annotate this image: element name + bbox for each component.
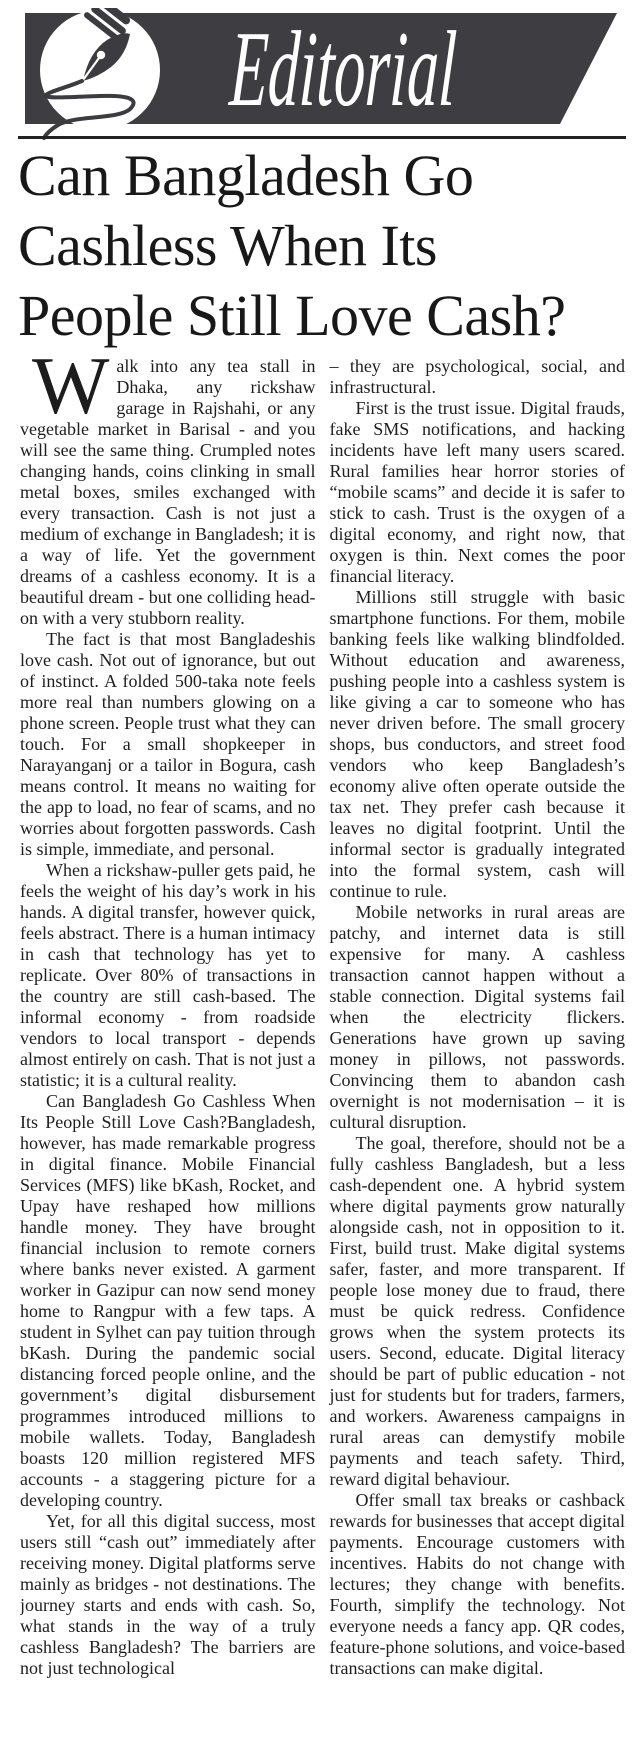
headline-line: People Still Love Cash? (18, 283, 566, 348)
paragraph: Millions still struggle with basic smartphone functions. For them, mobile banking feels like walking blindfolded. Without education and awareness, pushing people into a cashless system is like giving a car to someone who has never driven before. The small grocery shops, bus conductors, and street food vendors who keep Bangladesh’s economy alive often operate outside the tax net. They prefer cash because it leaves no digital footprint. Until the informal sector is gradually integrated into the formal system, cash will continue to rule. (329, 587, 625, 901)
paragraph: Mobile networks in rural areas are patchy, and internet data is still expensive for many. A cashless transaction cannot happen without a stable connection. Digital systems fail when the electricity flickers. Generations have grown up saving money in pillows, not passwords. Convincing them to abandon cash overnight is not modernisation – it is cultural disruption. (329, 902, 625, 1132)
paragraph: – they are psychological, social, and infrastructural. (329, 356, 625, 397)
paragraph: Can Bangladesh Go Cashless When Its People Still Love Cash?Bangladesh, however, has made remarkable progress in digital finance. Mobile Financial Services (MFS) like bKash, Rocket, and Upay have reshaped how millions handle money. They have brought financial inclusion to remote corners where banks never existed. A garment worker in Gazipur can now send money home to Rangpur with a few taps. A student in Sylhet can pay tuition through bKash. During the pandemic social distancing forced people online, and the government’s digital disbursement programmes introduced millions to mobile wallets. Today, Bangladesh boasts 120 million registered MFS accounts - a staggering picture for a developing country. (20, 1091, 316, 1510)
headline-line: Can Bangladesh Go (18, 143, 474, 208)
paragraph (20, 356, 316, 629)
column-right (330, 356, 626, 1735)
masthead-title: Editorial (227, 10, 459, 129)
paragraph: The goal, therefore, should not be a fully cashless Bangladesh, but a less cash-dependent one. A hybrid system where digital payments grow naturally alongside cash, not in opposition to it. First, build trust. Make digital systems safer, faster, and more transparent. If people lose money due to fraud, there must be quick redress. Confidence grows when the system protects its users. Second, educate. Digital literacy should be part of public education - not just for students but for traders, farmers, and workers. Awareness campaigns in rural areas can demystify mobile payments and teach safety. Third, reward digital behaviour. (329, 1133, 625, 1489)
headline-line: Cashless When Its (18, 213, 437, 278)
article-headline (18, 141, 618, 351)
paragraph: When a rickshaw-puller gets paid, he feels the weight of his day’s work in his hands. A digital transfer, however quick, feels abstract. There is a human intimacy in cash that technology has yet to replicate. Over 80% of transactions in the country are still cash-based. The informal economy - from roadside vendors to local transport - depends almost entirely on cash. That is not just a statistic; it is a cultural reality. (20, 860, 316, 1090)
article-body (20, 356, 625, 1735)
paragraph: Yet, for all this digital success, most users still “cash out” immediately after receiving money. Digital platforms serve mainly as bridges - not destinations. The journey starts and ends with cash. So, what stands in the way of a truly cashless Bangladesh? The barriers are not just technological (20, 1511, 316, 1678)
paragraph-text: alk into any tea stall in Dhaka, any rickshaw garage in Rajshahi, or any vegetable market in Barisal - and you will see the same thing. Crumpled notes changing hands, coins clinking in small metal boxes, smiles exchanged with every transaction. Cash is not just a medium of exchange in Bangladesh; it is a way of life. Yet the government dreams of a cashless economy. It is a beautiful dream - but one colliding head-on with a very stubborn reality. (20, 356, 316, 628)
paragraph: First is the trust issue. Digital frauds, fake SMS notifications, and hacking incidents have left many users scared. Rural families hear horror stories of “mobile scams” and decide it is safer to stick to cash. Trust is the oxygen of a digital economy, and right now, that oxygen is thin. Next comes the poor financial literacy. (329, 398, 625, 586)
paragraph: The fact is that most Bangladeshis love cash. Not out of ignorance, but out of instinct. A folded 500-taka note feels more real than numbers glowing on a phone screen. People trust what they can touch. For a small shopkeeper in Narayanganj or a tailor in Bogura, cash means control. It means no waiting for the app to load, no fear of scams, and no worries about forgotten passwords. Cash is simple, immediate, and personal. (20, 629, 316, 859)
paragraph: Offer small tax breaks or cashback rewards for businesses that accept digital payments. Encourage customers with incentives. Habits do not change with lectures; they change with benefits. Fourth, simplify the technology. Not everyone needs a fancy app. QR codes, feature-phone solutions, and voice-based transactions can make digital. (329, 1490, 625, 1678)
drop-cap: W (32, 356, 110, 431)
column-left (20, 356, 316, 1735)
fountain-pen-icon (36, 8, 164, 142)
header-rule (18, 136, 626, 139)
